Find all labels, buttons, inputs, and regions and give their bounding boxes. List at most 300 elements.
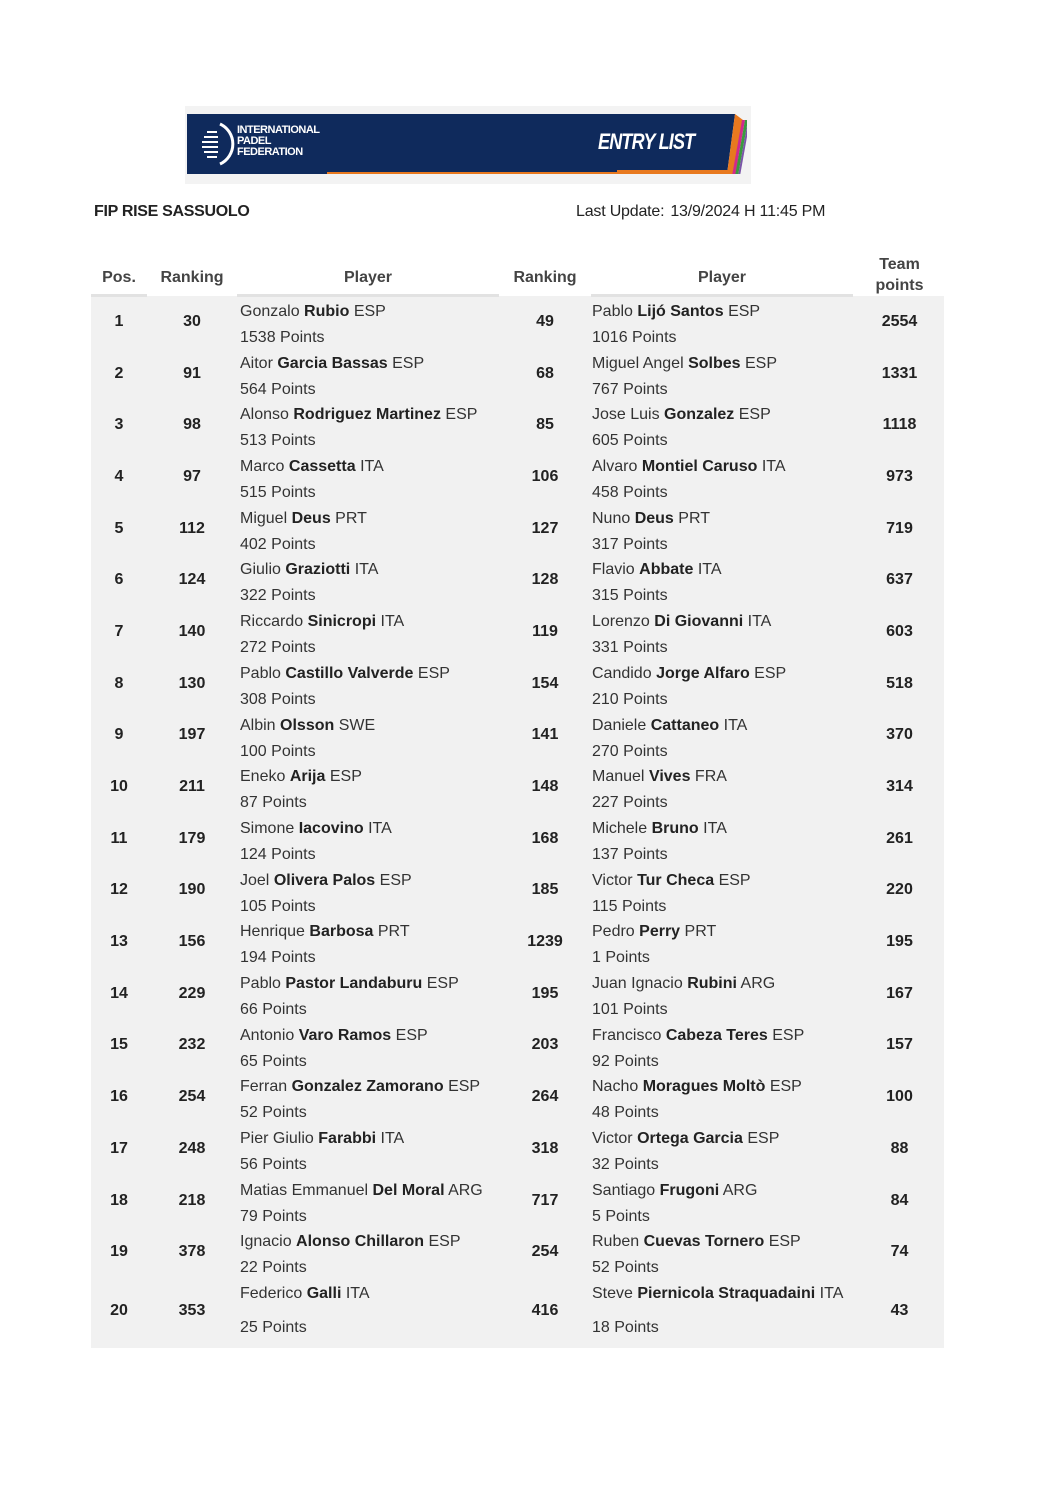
player2-points: 1 Points bbox=[592, 949, 650, 967]
player1-points: 56 Points bbox=[240, 1156, 307, 1173]
player1-last-name: Olivera Palos bbox=[273, 871, 376, 889]
player1-last-name: Alonso Chillaron bbox=[296, 1233, 425, 1251]
position: 20 bbox=[110, 1302, 128, 1320]
player2-last-name: Cuevas Tornero bbox=[643, 1233, 765, 1251]
player2-ranking: 119 bbox=[532, 622, 558, 640]
player2-ranking: 148 bbox=[531, 778, 559, 796]
team-points: 637 bbox=[886, 571, 913, 589]
table-row bbox=[91, 916, 944, 968]
header-player-2: Player bbox=[697, 269, 747, 286]
player1-first-name: Simone bbox=[240, 819, 295, 837]
entry-list-label: ENTRY LIST bbox=[598, 129, 695, 154]
table-row bbox=[91, 1123, 944, 1175]
table-row bbox=[91, 451, 944, 503]
player1 bbox=[240, 609, 404, 661]
player2-first-name: Ruben bbox=[592, 1233, 640, 1251]
player2 bbox=[592, 1229, 801, 1281]
player1-points: 100 Points bbox=[240, 742, 316, 760]
player2-first-name: Lorenzo bbox=[592, 613, 650, 631]
player1-last-name: Olsson bbox=[280, 716, 335, 734]
position: 3 bbox=[114, 416, 124, 434]
player2-ranking: 717 bbox=[531, 1191, 559, 1209]
player1-last-name: Del Moral bbox=[372, 1181, 445, 1199]
player1-ranking: 97 bbox=[183, 467, 201, 485]
player2-first-name: Miguel Angel bbox=[592, 354, 684, 372]
player1-nationality: ESP bbox=[329, 768, 362, 786]
player1-nationality: ESP bbox=[426, 974, 459, 992]
table-row bbox=[91, 968, 944, 1020]
player1-first-name: Marco bbox=[240, 458, 285, 476]
player1-nationality: ITA bbox=[368, 819, 392, 837]
player1-nationality: ESP bbox=[395, 1026, 428, 1044]
player1 bbox=[240, 1229, 461, 1281]
player2-nationality: ESP bbox=[738, 406, 771, 424]
position: 11 bbox=[110, 829, 128, 847]
player1 bbox=[240, 506, 367, 558]
player2-nationality: ITA bbox=[703, 819, 727, 837]
player1 bbox=[240, 1281, 370, 1341]
player2-first-name: Nuno bbox=[592, 509, 631, 527]
player2-last-name: Moragues Moltò bbox=[642, 1078, 766, 1096]
player2-points: 32 Points bbox=[592, 1156, 659, 1173]
logo-line-1: INTERNATIONAL bbox=[237, 124, 320, 136]
player2 bbox=[592, 506, 710, 558]
player2-nationality: FRA bbox=[694, 768, 727, 786]
player2-points: 137 Points bbox=[592, 845, 668, 863]
player1 bbox=[240, 971, 459, 1023]
position: 19 bbox=[110, 1243, 128, 1261]
player2-last-name: Gonzalez bbox=[664, 406, 735, 424]
player2-ranking: 185 bbox=[531, 881, 559, 899]
player1-first-name: Henrique bbox=[240, 923, 305, 941]
team-points: 220 bbox=[886, 881, 913, 899]
table-row bbox=[91, 554, 944, 606]
last-update-label: Last Update: bbox=[576, 203, 665, 220]
player2-last-name: Bruno bbox=[651, 819, 699, 837]
player1-nationality: ITA bbox=[345, 1285, 370, 1303]
player1-points: 515 Points bbox=[240, 484, 316, 502]
team-points: 195 bbox=[886, 933, 913, 951]
table-body bbox=[91, 296, 944, 1348]
player1 bbox=[240, 557, 378, 609]
player1-nationality: ESP bbox=[392, 354, 425, 372]
player1-nationality: PRT bbox=[335, 509, 367, 527]
player2-first-name: Nacho bbox=[592, 1078, 639, 1096]
player1-last-name: Garcia Bassas bbox=[277, 354, 388, 372]
team-points: 1331 bbox=[881, 364, 918, 382]
player1-first-name: Pablo bbox=[240, 974, 281, 992]
player2-first-name: Steve bbox=[592, 1285, 633, 1303]
team-points: 1118 bbox=[882, 416, 917, 434]
player2-nationality: ITA bbox=[761, 458, 786, 476]
position: 2 bbox=[114, 364, 124, 382]
table-row bbox=[91, 399, 944, 451]
player2-last-name: Cattaneo bbox=[650, 716, 720, 734]
team-points: 370 bbox=[886, 726, 913, 744]
player1-last-name: Barbosa bbox=[309, 923, 374, 941]
logo-line-2: PADEL bbox=[237, 135, 271, 147]
player2-nationality: ESP bbox=[768, 1233, 801, 1251]
player1-last-name: Pastor Landaburu bbox=[285, 974, 423, 992]
team-points: 167 bbox=[886, 984, 913, 1002]
last-update bbox=[576, 203, 825, 221]
player2-ranking: 68 bbox=[536, 364, 554, 382]
player1-last-name: Iacovino bbox=[298, 819, 364, 837]
player2-points: 101 Points bbox=[592, 1000, 668, 1018]
player2-ranking: 264 bbox=[531, 1088, 559, 1106]
player1-nationality: SWE bbox=[338, 716, 376, 734]
player2-nationality: ARG bbox=[740, 974, 776, 992]
player2-first-name: Juan Ignacio bbox=[592, 974, 683, 992]
player2-points: 315 Points bbox=[592, 587, 668, 605]
table-row bbox=[91, 761, 944, 813]
player1-ranking: 30 bbox=[183, 312, 201, 330]
player2-points: 115 Points bbox=[592, 897, 667, 915]
player1-ranking: 211 bbox=[179, 778, 205, 796]
player1-ranking: 124 bbox=[178, 571, 206, 589]
player2-nationality: ESP bbox=[769, 1078, 802, 1096]
player2-ranking: 416 bbox=[531, 1302, 559, 1320]
player1-first-name: Ferran bbox=[240, 1078, 288, 1096]
table-row bbox=[91, 606, 944, 658]
player2-last-name: Rubini bbox=[687, 974, 737, 992]
header-pos: Pos. bbox=[102, 269, 136, 286]
player2-nationality: ESP bbox=[754, 664, 787, 682]
header-team-line2: points bbox=[875, 277, 924, 294]
player1-points: 513 Points bbox=[240, 432, 316, 450]
team-points: 157 bbox=[886, 1036, 913, 1054]
player1-nationality: ITA bbox=[380, 1130, 405, 1147]
player2-points: 210 Points bbox=[592, 690, 668, 708]
player1-ranking: 232 bbox=[178, 1036, 206, 1054]
player2 bbox=[592, 1178, 757, 1230]
player2-nationality: ESP bbox=[772, 1026, 805, 1044]
player2-first-name: Francisco bbox=[592, 1026, 662, 1044]
player1-points: 308 Points bbox=[240, 690, 316, 708]
player1 bbox=[240, 1178, 483, 1230]
player1-points: 65 Points bbox=[240, 1052, 307, 1070]
player2-points: 270 Points bbox=[592, 742, 668, 760]
player1-ranking: 91 bbox=[183, 364, 201, 382]
table-row bbox=[91, 813, 944, 865]
player1-nationality: PRT bbox=[377, 923, 410, 941]
player1-ranking: 218 bbox=[178, 1191, 206, 1209]
entry-list-banner bbox=[185, 106, 751, 184]
team-points: 603 bbox=[886, 622, 913, 640]
player2 bbox=[592, 1023, 804, 1075]
fip-logo-text bbox=[237, 125, 320, 158]
player1-ranking: 156 bbox=[178, 933, 206, 951]
team-points: 43 bbox=[890, 1302, 909, 1320]
player1-first-name: Alonso bbox=[240, 406, 289, 424]
player2-nationality: ITA bbox=[747, 613, 772, 631]
player2-first-name: Santiago bbox=[592, 1181, 656, 1199]
player2-first-name: Jose Luis bbox=[592, 406, 660, 424]
position: 4 bbox=[114, 467, 124, 485]
player2-last-name: Montiel Caruso bbox=[641, 458, 758, 476]
player1-ranking: 179 bbox=[178, 829, 206, 847]
player2 bbox=[592, 764, 727, 816]
player1-nationality: ESP bbox=[448, 1078, 481, 1096]
player2-ranking: 195 bbox=[531, 984, 559, 1002]
team-points: 84 bbox=[890, 1191, 909, 1209]
player1 bbox=[240, 1074, 480, 1126]
entry-table bbox=[91, 250, 944, 1348]
position: 10 bbox=[110, 778, 128, 796]
team-points: 100 bbox=[886, 1088, 913, 1106]
player1-last-name: Graziotti bbox=[285, 561, 351, 579]
player2-last-name: Frugoni bbox=[659, 1181, 720, 1199]
player2-last-name: Vives bbox=[648, 768, 691, 786]
position: 14 bbox=[110, 984, 128, 1002]
player2-last-name: Solbes bbox=[688, 354, 741, 372]
header-ranking-1: Ranking bbox=[160, 269, 224, 286]
player2 bbox=[592, 1126, 779, 1178]
player1-points: 66 Points bbox=[240, 1000, 307, 1018]
player2-points: 317 Points bbox=[592, 535, 668, 553]
player2-ranking: 127 bbox=[531, 519, 559, 537]
player2-last-name: Tur Checa bbox=[637, 871, 715, 889]
player2-first-name: Pedro bbox=[592, 923, 635, 941]
team-points: 261 bbox=[886, 829, 913, 847]
position: 17 bbox=[110, 1139, 128, 1157]
player1-nationality: ESP bbox=[445, 406, 478, 424]
player1-last-name: Gonzalez Zamorano bbox=[291, 1078, 444, 1096]
player1-first-name: Antonio bbox=[240, 1026, 295, 1044]
table-row bbox=[91, 865, 944, 917]
player1 bbox=[240, 1126, 404, 1178]
player2-points: 458 Points bbox=[592, 484, 668, 502]
player2-last-name: Abbate bbox=[639, 561, 694, 579]
player2-points: 92 Points bbox=[592, 1052, 659, 1070]
table-row bbox=[91, 1226, 944, 1278]
table-row bbox=[91, 348, 944, 400]
player1 bbox=[240, 351, 424, 403]
player2-ranking: 49 bbox=[536, 312, 554, 330]
player1-ranking: 197 bbox=[178, 726, 206, 744]
player1-first-name: Albin bbox=[240, 716, 276, 734]
player1-points: 322 Points bbox=[240, 587, 316, 605]
player1-first-name: Joel bbox=[240, 871, 270, 889]
player1-nationality: ESP bbox=[379, 871, 412, 889]
player1-nationality: ESP bbox=[353, 303, 386, 320]
team-points: 314 bbox=[886, 778, 913, 796]
player1-nationality: ITA bbox=[354, 561, 379, 579]
player1-points: 402 Points bbox=[240, 535, 316, 553]
player2-last-name: Ortega Garcia bbox=[637, 1130, 743, 1147]
player2-points: 5 Points bbox=[592, 1207, 650, 1225]
player2-ranking: 154 bbox=[531, 674, 559, 692]
player2-last-name: Deus bbox=[634, 509, 674, 527]
player2-ranking: 106 bbox=[531, 467, 559, 485]
player2-first-name: Victor bbox=[592, 1130, 633, 1147]
table-row bbox=[91, 1071, 944, 1123]
position: 7 bbox=[114, 622, 124, 640]
player1-ranking: 229 bbox=[178, 984, 206, 1002]
player2-nationality: ESP bbox=[728, 303, 761, 320]
player2-points: 331 Points bbox=[592, 639, 668, 657]
player1-ranking: 140 bbox=[178, 622, 206, 640]
player1-points: 52 Points bbox=[240, 1104, 307, 1122]
player2 bbox=[592, 1281, 843, 1341]
player2-points: 605 Points bbox=[592, 432, 668, 450]
player1-ranking: 378 bbox=[178, 1243, 206, 1261]
position: 9 bbox=[114, 726, 124, 744]
player2 bbox=[592, 557, 722, 609]
player2-first-name: Michele bbox=[592, 819, 648, 837]
player1-ranking: 353 bbox=[178, 1302, 206, 1320]
player1 bbox=[240, 1023, 428, 1075]
player1-first-name: Giulio bbox=[240, 561, 281, 579]
player2-points: 48 Points bbox=[592, 1104, 659, 1122]
player2-last-name: Lijó Santos bbox=[637, 303, 724, 320]
player1-points: 25 Points bbox=[240, 1319, 307, 1337]
logo-line-3: FEDERATION bbox=[237, 146, 303, 158]
player2-first-name: Candido bbox=[592, 664, 652, 682]
player1-points: 1538 Points bbox=[240, 329, 325, 346]
player2-first-name: Alvaro bbox=[592, 458, 638, 476]
player1-first-name: Gonzalo bbox=[240, 303, 300, 320]
player1 bbox=[240, 816, 392, 868]
player1-nationality: ITA bbox=[380, 613, 405, 631]
player2-ranking: 1239 bbox=[527, 933, 563, 951]
team-points: 518 bbox=[886, 674, 913, 692]
player1-points: 87 Points bbox=[240, 794, 307, 812]
player1-ranking: 248 bbox=[178, 1139, 206, 1157]
player2-ranking: 85 bbox=[536, 416, 554, 434]
player2-nationality: ESP bbox=[745, 354, 778, 372]
position: 16 bbox=[110, 1088, 128, 1106]
player1-last-name: Galli bbox=[306, 1285, 342, 1303]
player2-first-name: Daniele bbox=[592, 716, 647, 734]
player2-last-name: Cabeza Teres bbox=[665, 1026, 768, 1044]
player2 bbox=[592, 868, 751, 920]
player1-points: 272 Points bbox=[240, 639, 316, 657]
player2-points: 18 Points bbox=[592, 1319, 659, 1337]
player1 bbox=[240, 402, 477, 454]
table-row bbox=[91, 1020, 944, 1072]
player2-first-name: Flavio bbox=[592, 561, 635, 579]
player1-ranking: 254 bbox=[178, 1088, 206, 1106]
player1-ranking: 190 bbox=[178, 881, 206, 899]
player2 bbox=[592, 609, 771, 661]
player2-nationality: PRT bbox=[684, 923, 717, 941]
team-points: 74 bbox=[890, 1243, 909, 1261]
player2-ranking: 128 bbox=[531, 571, 559, 589]
position: 13 bbox=[110, 933, 128, 951]
team-points: 973 bbox=[886, 467, 913, 485]
player1-ranking: 98 bbox=[183, 416, 201, 434]
player1-nationality: ESP bbox=[417, 664, 450, 682]
team-points: 719 bbox=[886, 519, 913, 537]
player2 bbox=[592, 454, 786, 506]
player1-points: 105 Points bbox=[240, 897, 316, 915]
player1-ranking: 130 bbox=[178, 674, 206, 692]
player2-ranking: 141 bbox=[531, 726, 559, 744]
player1-first-name: Miguel bbox=[240, 509, 288, 527]
table-row bbox=[91, 710, 944, 762]
player1 bbox=[240, 919, 410, 971]
table-row bbox=[91, 658, 944, 710]
player1-points: 79 Points bbox=[240, 1207, 307, 1225]
player2-nationality: ITA bbox=[819, 1285, 844, 1303]
player1-first-name: Pablo bbox=[240, 664, 281, 682]
position: 1 bbox=[114, 312, 124, 330]
table-row bbox=[91, 503, 944, 555]
player2-nationality: PRT bbox=[678, 509, 710, 527]
last-update-value: 13/9/2024 H 11:45 PM bbox=[670, 203, 826, 220]
player1-points: 564 Points bbox=[240, 380, 316, 398]
player1-last-name: Cassetta bbox=[288, 458, 356, 476]
player1 bbox=[240, 661, 450, 713]
player1-last-name: Rubio bbox=[304, 303, 350, 320]
header-team-points bbox=[855, 254, 944, 296]
player1-last-name: Castillo Valverde bbox=[285, 664, 414, 682]
player2-points: 767 Points bbox=[592, 380, 668, 398]
player2-points: 52 Points bbox=[592, 1259, 659, 1277]
header-player-1: Player bbox=[343, 269, 393, 286]
player2-first-name: Manuel bbox=[592, 768, 645, 786]
player1-first-name: Aitor bbox=[240, 354, 273, 372]
player1-first-name: Riccardo bbox=[240, 613, 304, 631]
team-points: 88 bbox=[890, 1139, 909, 1157]
player1-last-name: Sinicropi bbox=[307, 613, 377, 631]
position: 6 bbox=[114, 571, 124, 589]
player1-last-name: Varo Ramos bbox=[298, 1026, 392, 1044]
player2 bbox=[592, 1074, 802, 1126]
table-header bbox=[91, 250, 944, 296]
table-row bbox=[91, 1175, 944, 1227]
player2 bbox=[592, 351, 777, 403]
player2-last-name: Perry bbox=[639, 923, 681, 941]
player1-points: 22 Points bbox=[240, 1259, 307, 1277]
player1 bbox=[240, 764, 362, 816]
player2-points: 1016 Points bbox=[592, 329, 677, 346]
player2 bbox=[592, 402, 771, 454]
position: 5 bbox=[114, 519, 124, 537]
player1-nationality: ARG bbox=[448, 1181, 483, 1199]
player2-ranking: 254 bbox=[531, 1243, 559, 1261]
player2-nationality: ITA bbox=[697, 561, 722, 579]
player2-nationality: ARG bbox=[722, 1181, 758, 1199]
player1-ranking: 112 bbox=[179, 519, 205, 537]
player1-points: 124 Points bbox=[240, 845, 316, 863]
player1 bbox=[240, 868, 412, 920]
position: 15 bbox=[110, 1036, 128, 1054]
player2 bbox=[592, 919, 716, 971]
player1-points: 194 Points bbox=[240, 949, 316, 967]
player2 bbox=[592, 816, 727, 868]
player2-ranking: 168 bbox=[531, 829, 559, 847]
player2 bbox=[592, 299, 760, 351]
player2 bbox=[592, 661, 786, 713]
player2 bbox=[592, 713, 747, 765]
player1 bbox=[240, 454, 384, 506]
player2-ranking: 318 bbox=[531, 1139, 559, 1157]
player1-first-name: Matias Emmanuel bbox=[240, 1181, 369, 1199]
player1-nationality: ESP bbox=[428, 1233, 461, 1251]
position: 18 bbox=[110, 1191, 128, 1209]
player1 bbox=[240, 299, 386, 351]
player2-last-name: Jorge Alfaro bbox=[656, 664, 750, 682]
player1-first-name: Eneko bbox=[240, 768, 286, 786]
table-row bbox=[91, 296, 944, 348]
player1-nationality: ITA bbox=[360, 458, 384, 476]
player2-nationality: ESP bbox=[747, 1130, 780, 1147]
player1-first-name: Ignacio bbox=[240, 1233, 292, 1251]
player1-last-name: Farabbi bbox=[318, 1130, 377, 1147]
player1-first-name: Pier Giulio bbox=[240, 1130, 314, 1147]
